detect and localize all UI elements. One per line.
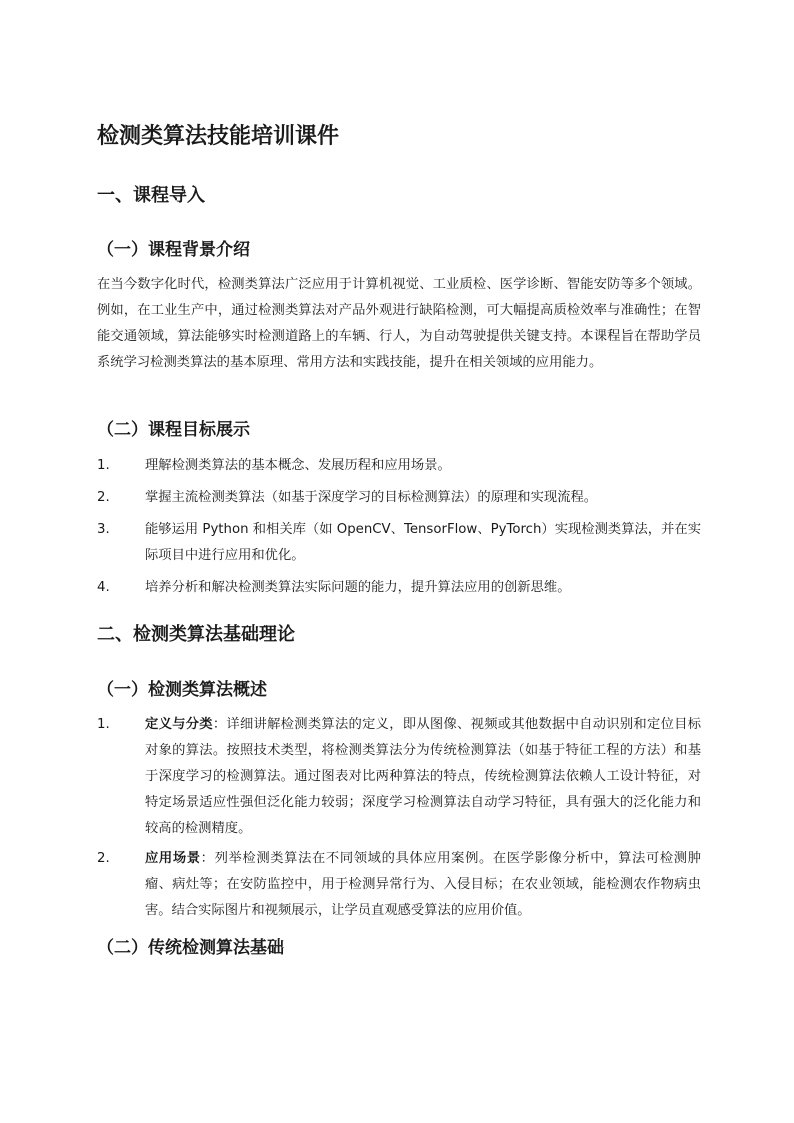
document-title: 检测类算法技能培训课件	[97, 124, 340, 149]
list-number: 2.	[97, 490, 110, 505]
list-item	[97, 485, 701, 511]
subsection-heading-background: （一）课程背景介绍	[97, 240, 250, 260]
list-term: 应用场景	[145, 851, 201, 866]
list-item	[97, 846, 701, 924]
list-term: 定义与分类	[145, 717, 213, 732]
list-number: 1.	[97, 717, 110, 732]
background-paragraph: 在当今数字化时代，检测类算法广泛应用于计算机视觉、工业质检、医学诊断、智能安防等多个领域。例如，在工业生产中，通过检测类算法对产品外观进行缺陷检测，可大幅提高质检效率与准确性；在智能交通领域，算法能够实时检测道路上的车辆、行人，为自动驾驶提供关键支持。本课程旨在帮助学员系统学习检测类算法的基本原理、常用方法和实践技能，提升在相关领域的应用能力。	[97, 277, 701, 370]
subsection-heading-traditional: （二）传统检测算法基础	[97, 938, 284, 958]
subsection-heading-overview: （一）检测类算法概述	[97, 680, 267, 700]
list-text: 掌握主流检测类算法（如基于深度学习的目标检测算法）的原理和实现流程。	[145, 490, 598, 505]
list-number: 4.	[97, 580, 110, 595]
section-heading-intro: 一、课程导入	[97, 185, 205, 206]
subsection-heading-goals: （二）课程目标展示	[97, 420, 250, 440]
goals-list	[97, 453, 701, 601]
list-item	[97, 453, 701, 479]
list-text: ：详细讲解检测类算法的定义，即从图像、视频或其他数据中自动识别和定位目标对象的算法。按照技术类型，将检测类算法分为传统检测算法（如基于特征工程的方法）和基于深度学习的检测算法。通过图表对比两种算法的特点，传统检测算法依赖人工设计特征，对特定场景适应性强但泛化能力较弱；深度学习检测算法自动学习特征，具有强大的泛化能力和较高的检测精度。	[145, 717, 702, 836]
list-number: 2.	[97, 851, 110, 866]
list-text: ：列举检测类算法在不同领域的具体应用案例。在医学影像分析中，算法可检测肿瘤、病灶等；在安防监控中，用于检测异常行为、入侵目标；在农业领域，能检测农作物病虫害。结合实际图片和视频展示，让学员直观感受算法的应用价值。	[145, 851, 702, 918]
section-heading-theory: 二、检测类算法基础理论	[97, 624, 295, 645]
list-item	[97, 712, 701, 842]
list-text: 能够运用 Python 和相关库（如 OpenCV、TensorFlow、PyTorch）实现检测类算法，并在实际项目中进行应用和优化。	[145, 522, 701, 563]
list-number: 1.	[97, 458, 110, 473]
list-text: 理解检测类算法的基本概念、发展历程和应用场景。	[145, 458, 451, 473]
list-item	[97, 575, 701, 601]
list-number: 3.	[97, 522, 110, 537]
list-item	[97, 517, 701, 569]
list-text: 培养分析和解决检测类算法实际问题的能力，提升算法应用的创新思维。	[145, 580, 571, 595]
overview-list	[97, 712, 701, 924]
